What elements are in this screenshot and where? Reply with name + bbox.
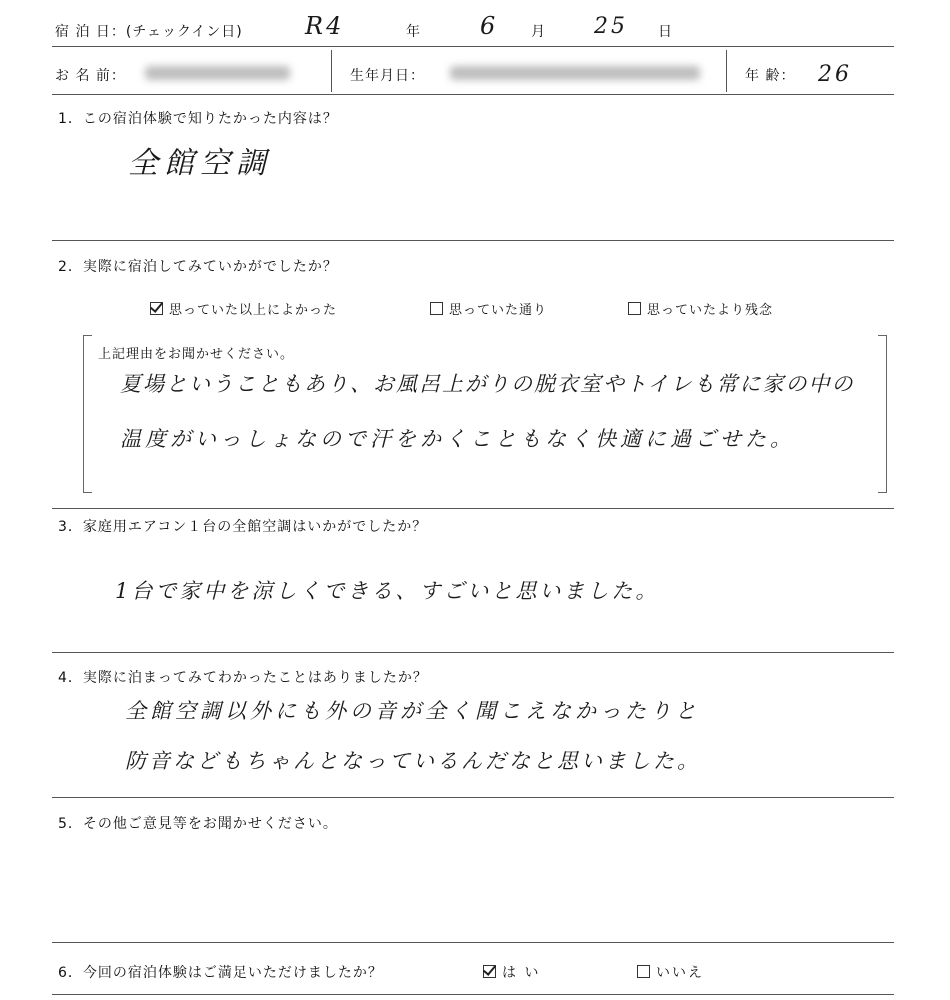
stay-era-year: R4: [305, 12, 345, 40]
checkbox-icon[interactable]: [628, 302, 641, 315]
year-unit: 年: [406, 24, 421, 40]
question-4: 4．実際に泊まってみてわかったことはありましたか？: [58, 670, 428, 686]
question-2: 2．実際に宿泊してみていかがでしたか？: [58, 259, 338, 275]
divider: [52, 94, 894, 95]
stay-day: 25: [594, 14, 628, 39]
stay-month: 6: [480, 12, 499, 40]
divider: [52, 797, 894, 798]
divider: [52, 508, 894, 509]
divider: [52, 240, 894, 241]
option-disappointing[interactable]: 思っていたより残念: [628, 299, 773, 318]
divider: [52, 652, 894, 653]
reason-line-2: 温度がいっしょなので汗をかくこともなく快適に過ごせた。: [120, 427, 795, 451]
name-label: お 名 前：: [55, 68, 126, 84]
question-1: 1．この宿泊体験で知りたかった内容は？: [58, 111, 338, 127]
day-unit: 日: [658, 24, 673, 40]
stay-date-label: 宿 泊 日：(チェックイン日): [55, 24, 243, 40]
option-no[interactable]: いいえ: [637, 962, 704, 982]
answer-3: 1台で家中を涼しくできる、すごいと思いました。: [115, 579, 660, 603]
answer-4-line-2: 防音などもちゃんとなっているんだなと思いました。: [125, 749, 701, 773]
option-as-expected[interactable]: 思っていた通り: [430, 299, 547, 318]
age-value: 26: [818, 62, 852, 87]
redacted-name: [145, 66, 290, 80]
checkbox-icon[interactable]: [150, 302, 163, 315]
answer-1: 全館空調: [128, 146, 272, 181]
answer-4-line-1: 全館空調以外にも外の音が全く聞こえなかったりと: [125, 699, 700, 723]
reason-box-left: [83, 335, 92, 493]
divider: [52, 994, 894, 995]
divider: [52, 942, 894, 943]
age-label: 年 齢：: [745, 68, 796, 84]
reason-label: 上記理由をお聞かせください。: [98, 347, 295, 362]
question-6: 6．今回の宿泊体験はご満足いただけましたか？: [58, 965, 383, 981]
reason-line-1: 夏場ということもあり、お風呂上がりの脱衣室やトイレも常に家の中の: [120, 372, 855, 396]
divider: [331, 50, 332, 92]
question-3: 3．家庭用エアコン１台の全館空調はいかがでしたか？: [58, 519, 428, 535]
checkbox-icon[interactable]: [483, 965, 496, 978]
checkbox-icon[interactable]: [430, 302, 443, 315]
option-yes[interactable]: は い: [483, 962, 540, 982]
divider: [726, 50, 727, 92]
divider: [52, 46, 894, 47]
option-better-than-expected[interactable]: 思っていた以上によかった: [150, 299, 337, 318]
redacted-birthdate: [450, 66, 700, 80]
checkbox-icon[interactable]: [637, 965, 650, 978]
month-unit: 月: [531, 24, 546, 40]
question-5: 5．その他ご意見等をお聞かせください。: [58, 816, 338, 832]
birth-label: 生年月日：: [350, 68, 425, 84]
reason-box-right: [878, 335, 887, 493]
